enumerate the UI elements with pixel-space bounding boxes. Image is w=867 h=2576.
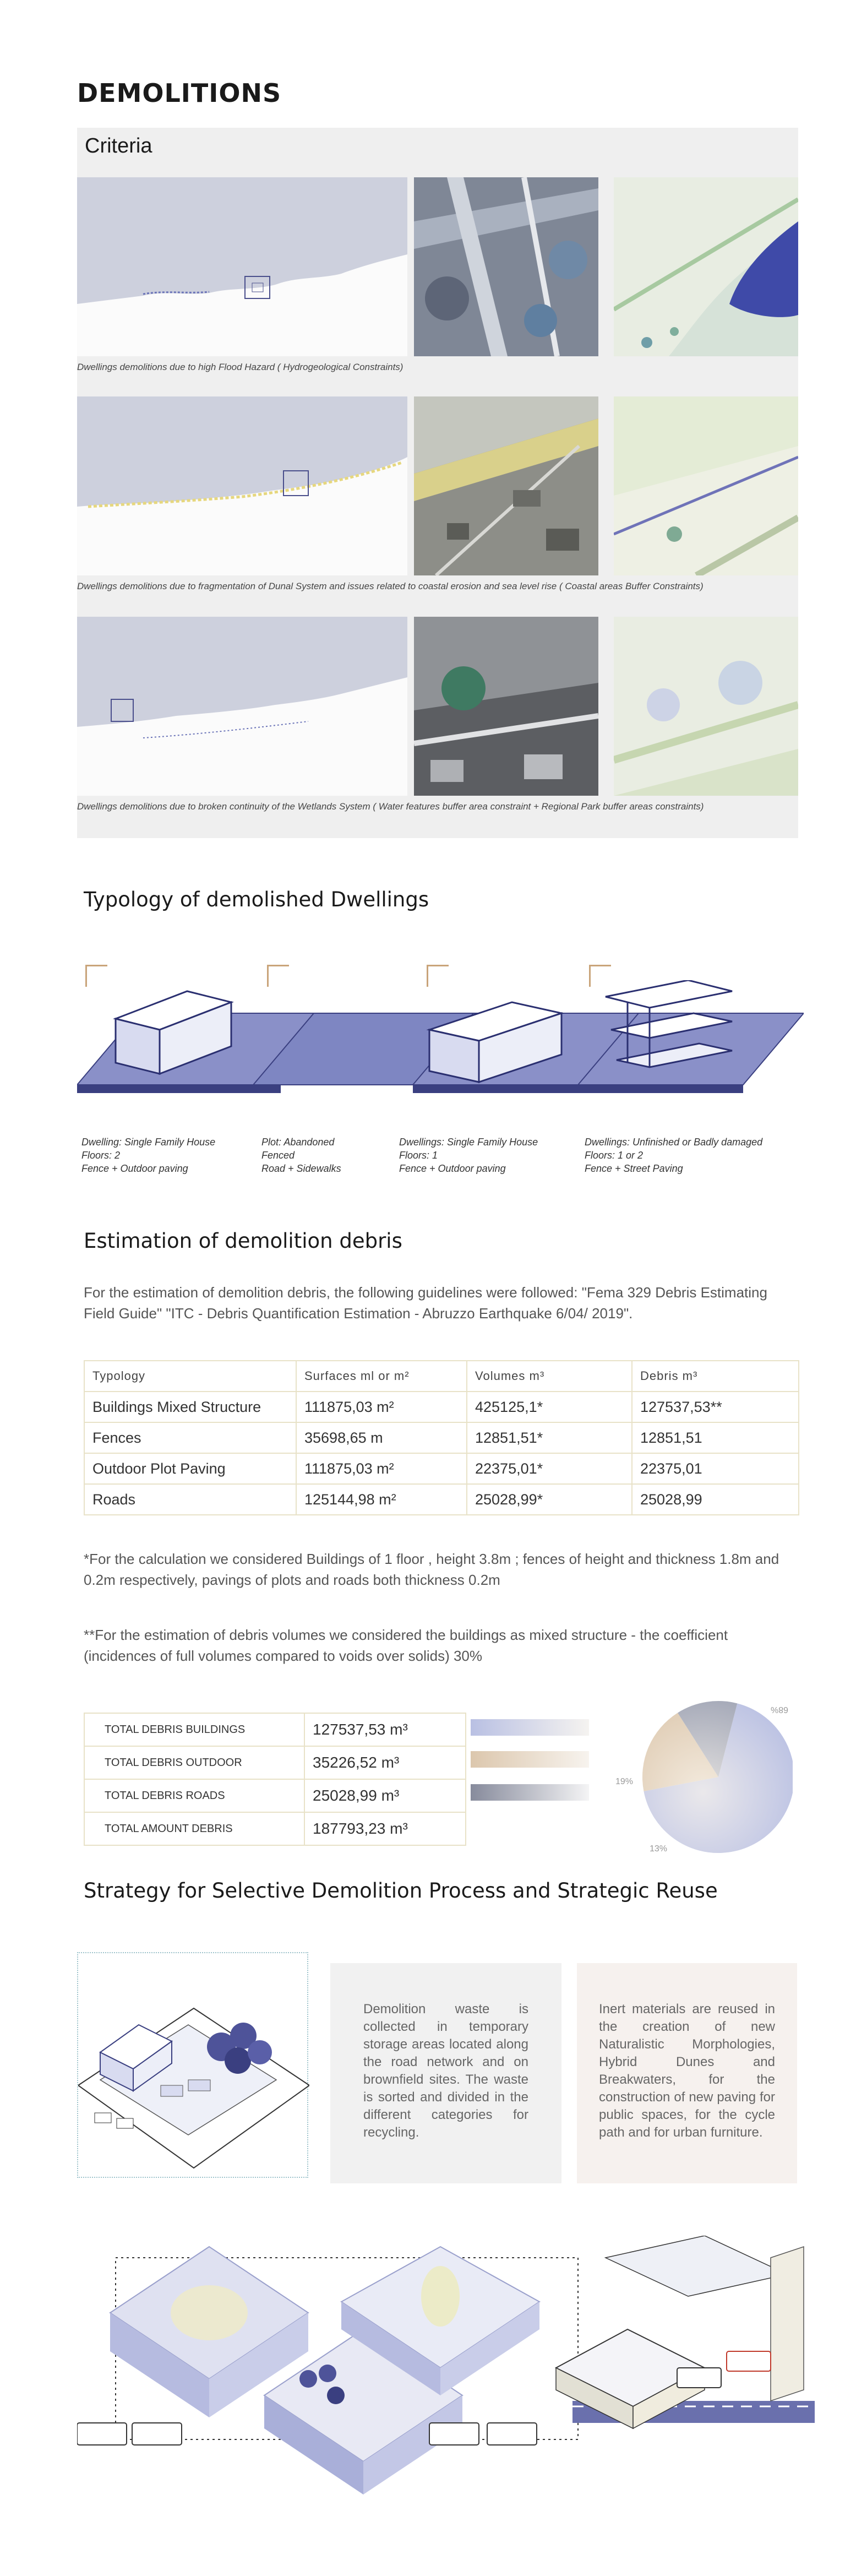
criteria-caption: Dwellings demolitions due to high Flood Hazard ( Hydrogeological Constraints) [77,362,403,372]
strategy-heading: Strategy for Selective Demolition Process and Strategic Reuse [84,1879,718,1903]
column-header: Volumes m³ [467,1361,632,1392]
flood-aerial-photo [414,177,598,356]
typology-line: Dwelling: Single Family House [81,1137,216,1148]
table-header-row [84,1361,799,1392]
wetlands-detail-plan [614,617,798,796]
estimation-heading: Estimation of demolition debris [84,1229,402,1253]
pie-label-buildings: 68% [770,1705,788,1714]
typology-line: Dwellings: Single Family House [399,1137,538,1148]
typology-axonometric-illustration [77,980,804,1129]
typology-label [261,1135,341,1175]
typology-heading: Typology of demolished Dwellings [84,888,429,911]
legend-bar-buildings [471,1719,589,1736]
typology-line: Floors: 1 [399,1150,438,1161]
totals-row [84,1779,466,1812]
typology-label [81,1135,215,1175]
table-cell: 12851,51 [632,1422,799,1453]
debris-table [84,1360,799,1515]
criteria-panel [77,128,798,838]
typology-label [399,1135,538,1175]
criteria-caption: Dwellings demolitions due to broken continuity of the Wetlands System ( Water features buffer area constraint + Regional Park buffer areas constraints) [77,801,704,812]
table-cell: 25028,99* [467,1484,632,1515]
column-header: Debris m³ [632,1361,799,1392]
flood-detail-plan [614,177,798,356]
pie-label-roads: 13% [650,1844,668,1854]
table-row [84,1484,799,1515]
flood-map [77,177,407,356]
coastal-map [77,396,407,575]
table-cell: Roads [84,1484,296,1515]
total-value: 187793,23 m³ [304,1812,466,1845]
table-cell: 111875,03 m² [296,1453,467,1484]
coastal-aerial-photo [414,396,598,575]
totals-row [84,1713,466,1746]
total-value: 35226,52 m³ [304,1746,466,1779]
table-cell: 22375,01 [632,1453,799,1484]
reuse-text-box [577,1963,797,2183]
typology-label [585,1135,762,1175]
criteria-caption: Dwellings demolitions due to fragmentation of Dunal System and issues related to coastal erosion and sea level rise ( Coastal areas Buffer Constraints) [77,581,704,591]
wetlands-aerial-photo [414,617,598,796]
footnote-1: *For the calculation we considered Buildings of 1 floor , height 3.8m ; fences of height and thickness 1.8m and 0.2m respectively, pavings of plots and roads both thickness 0.2m [84,1551,779,1588]
table-cell: 425125,1* [467,1392,632,1422]
typology-line: Floors: 2 [81,1150,121,1161]
total-value: 25028,99 m³ [304,1779,466,1812]
debris-pie-chart [606,1696,793,1856]
typology-line: Road + Sidewalks [261,1163,341,1174]
typology-line: Fenced [261,1150,295,1161]
table-cell: Fences [84,1422,296,1453]
totals-row [84,1746,466,1779]
collection-text: Demolition waste is collected in temporary storage areas located along the road network and on brownfield sites. The waste is sorted and divided in the different categories for recycling. [363,2002,528,2140]
table-cell: 127537,53** [632,1392,799,1422]
column-header: Surfaces ml or m² [296,1361,467,1392]
total-value: 127537,53 m³ [304,1713,466,1746]
table-row [84,1453,799,1484]
table-cell: Outdoor Plot Paving [84,1453,296,1484]
criteria-heading: Criteria [85,134,152,157]
total-label: TOTAL DEBRIS BUILDINGS [84,1713,304,1746]
typology-line: Fence + Street Paving [585,1163,683,1174]
typology-line: Dwellings: Unfinished or Badly damaged [585,1137,763,1148]
pie-label-outdoor: 19% [615,1777,634,1786]
total-label: TOTAL AMOUNT DEBRIS [84,1812,304,1845]
table-cell: 35698,65 m [296,1422,467,1453]
reuse-illustration [77,2236,815,2500]
wetlands-map [77,617,407,796]
typology-line: Floors: 1 or 2 [585,1150,644,1161]
table-row [84,1392,799,1422]
footnote-2: **For the estimation of debris volumes we considered the buildings as mixed structure - the coefficient (incidences of full volumes compared to voids over solids) 30% [84,1627,728,1664]
table-row [84,1422,799,1453]
total-label: TOTAL DEBRIS OUTDOOR [84,1746,304,1779]
typology-line: Plot: Abandoned [261,1137,335,1148]
table-cell: 111875,03 m² [296,1392,467,1422]
table-cell: Buildings Mixed Structure [84,1392,296,1422]
legend-bar-outdoor [471,1751,589,1768]
typology-line: Fence + Outdoor paving [81,1163,188,1174]
table-cell: 12851,51* [467,1422,632,1453]
column-header: Typology [84,1361,296,1392]
page-title: DEMOLITIONS [77,78,282,108]
reuse-text: Inert materials are reused in the creation of new Naturalistic Morphologies, Hybrid Dunes and Breakwaters, for the construction of new paving for public spaces, for the cycle path and for urban furniture. [599,2002,775,2140]
estimation-intro: For the estimation of demolition debris, the following guidelines were followed: "Fema 329 Debris Estimating Field Guide" "ITC - Debris Quantification Estimation - Abruzzo Earthquake 6/04/ 2019". [84,1284,767,1322]
total-label: TOTAL DEBRIS ROADS [84,1779,304,1812]
typology-line: Fence + Outdoor paving [399,1163,506,1174]
storage-illustration [77,1952,308,2178]
totals-table [84,1713,466,1846]
totals-row [84,1812,466,1845]
table-cell: 25028,99 [632,1484,799,1515]
table-cell: 22375,01* [467,1453,632,1484]
legend-bar-roads [471,1784,589,1801]
collection-text-box [330,1963,561,2183]
table-cell: 125144,98 m² [296,1484,467,1515]
coastal-detail-plan [614,396,798,575]
